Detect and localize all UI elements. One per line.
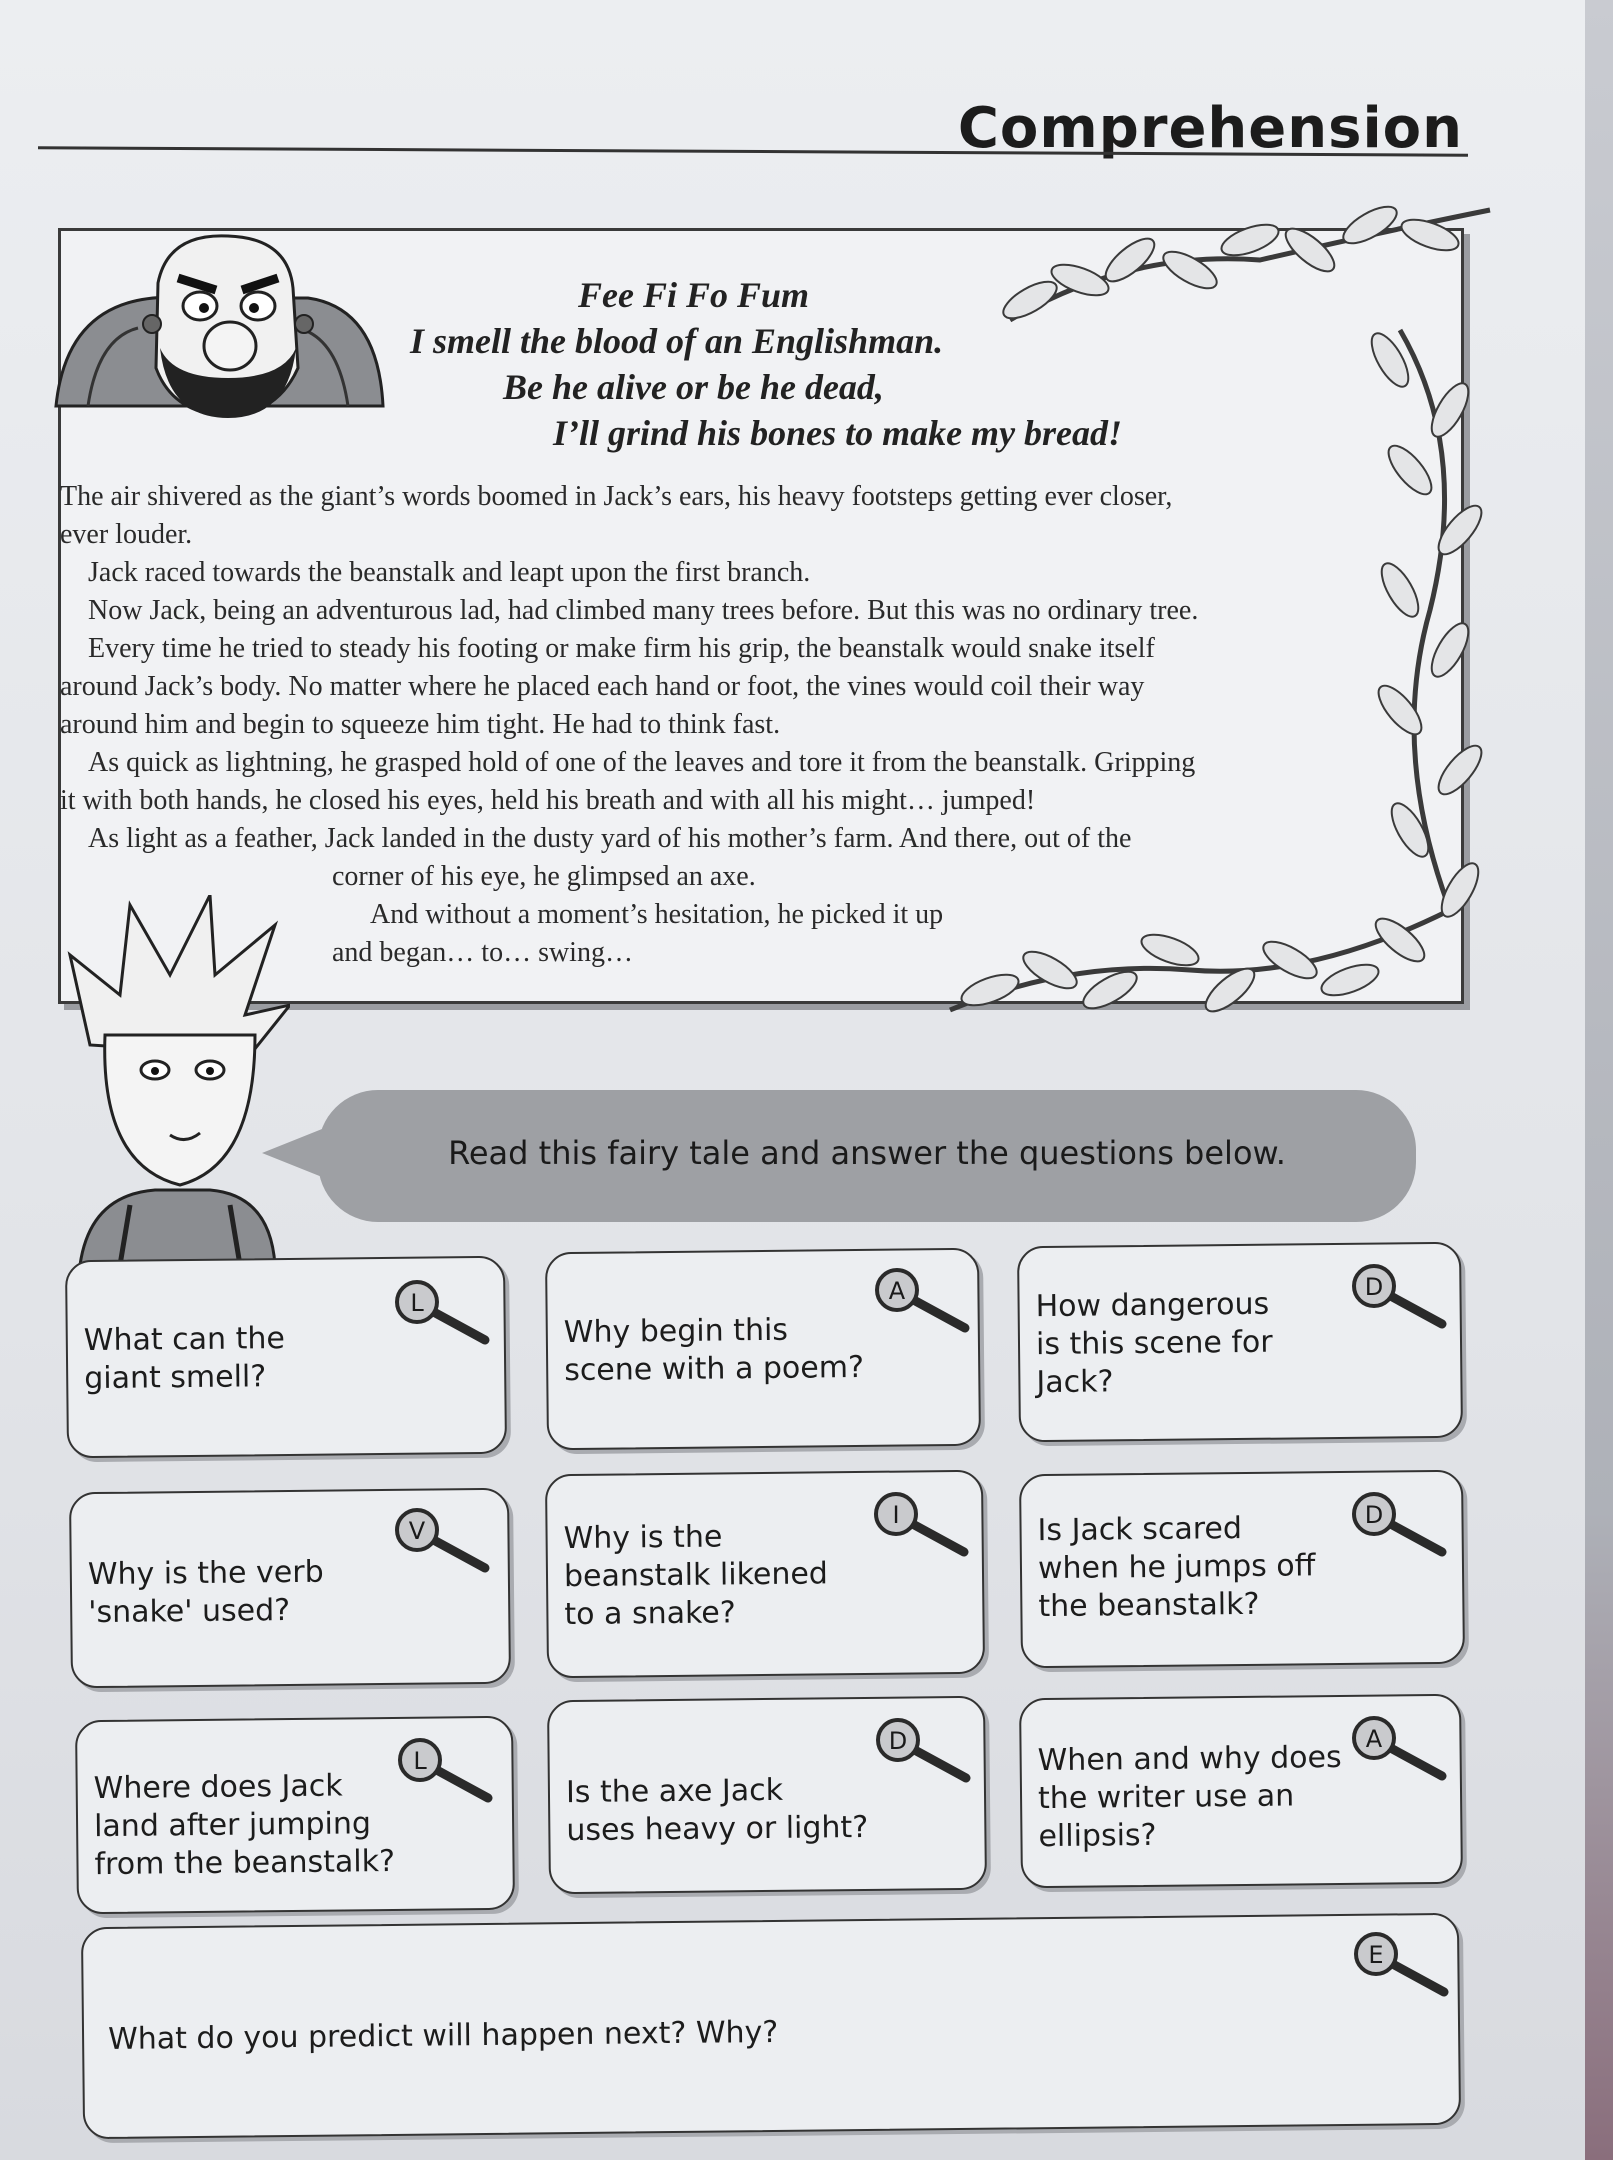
jack-illustration bbox=[60, 895, 290, 1265]
story-line: and began… to… swing… bbox=[332, 937, 633, 968]
skill-letter: L bbox=[413, 1747, 427, 1775]
skill-letter: L bbox=[410, 1289, 424, 1317]
magnifier-icon bbox=[872, 1490, 972, 1560]
magnifier-icon bbox=[874, 1716, 974, 1786]
skill-letter: E bbox=[1368, 1941, 1384, 1969]
question-card-wide bbox=[81, 1913, 1461, 2139]
magnifier-icon bbox=[1350, 1262, 1450, 1332]
poem-line: I’ll grind his bones to make my bread! bbox=[553, 413, 1123, 453]
poem-line: Be he alive or be he dead, bbox=[503, 367, 884, 407]
question-text: Why is the verb 'snake' used? bbox=[87, 1554, 324, 1631]
skill-letter: V bbox=[408, 1517, 426, 1545]
question-text: What can the giant smell? bbox=[83, 1321, 286, 1397]
skill-letter: A bbox=[888, 1277, 906, 1305]
poem-line: Fee Fi Fo Fum bbox=[578, 275, 810, 315]
skill-letter: D bbox=[888, 1727, 908, 1755]
story-line: As quick as lightning, he grasped hold of one of the leaves and tore it from the beanstalk. Gripping bbox=[88, 747, 1196, 778]
skill-letter: A bbox=[1365, 1725, 1383, 1753]
story-line: ever louder. bbox=[60, 519, 193, 550]
question-text: Is Jack scared when he jumps off the beanstalk? bbox=[1037, 1510, 1316, 1625]
magnifier-icon bbox=[396, 1736, 496, 1806]
magnifier-icon bbox=[873, 1266, 973, 1336]
question-text: Where does Jack land after jumping from the beanstalk? bbox=[93, 1768, 396, 1883]
question-text: Is the axe Jack uses heavy or light? bbox=[565, 1772, 869, 1849]
story-line: Now Jack, being an adventurous lad, had climbed many trees before. But this was no ordinary tree. bbox=[88, 595, 1199, 626]
question-text: Why begin this scene with a poem? bbox=[563, 1312, 865, 1389]
story-line: Every time he tried to steady his footing or make firm his grip, the beanstalk would snake itself bbox=[88, 633, 1155, 664]
story-line: As light as a feather, Jack landed in the dusty yard of his mother’s farm. And there, out of the bbox=[88, 823, 1132, 854]
page-title: Comprehension bbox=[957, 96, 1463, 161]
question-text: What do you predict will happen next? Why? bbox=[107, 2014, 779, 2057]
question-text: Why is the beanstalk likened to a snake? bbox=[563, 1519, 829, 1633]
story-line: it with both hands, he closed his eyes, held his breath and with all his might… jumped! bbox=[60, 785, 1036, 816]
instruction-bubble bbox=[318, 1090, 1416, 1222]
magnifier-icon bbox=[393, 1506, 493, 1576]
skill-letter: D bbox=[1364, 1501, 1384, 1529]
story-line: Jack raced towards the beanstalk and leapt upon the first branch. bbox=[88, 557, 811, 588]
skill-letter: I bbox=[892, 1501, 900, 1529]
magnifier-icon bbox=[1350, 1490, 1450, 1560]
story-line: And without a moment’s hesitation, he picked it up bbox=[370, 899, 944, 930]
question-text: How dangerous is this scene for Jack? bbox=[1035, 1286, 1273, 1401]
magnifier-icon bbox=[1352, 1930, 1452, 2000]
magnifier-icon bbox=[393, 1278, 493, 1348]
story-line: around Jack’s body. No matter where he placed each hand or foot, the vines would coil their way bbox=[60, 671, 1145, 702]
skill-letter: D bbox=[1364, 1273, 1384, 1301]
story-line: corner of his eye, he glimpsed an axe. bbox=[332, 861, 756, 892]
instruction-text: Read this fairy tale and answer the questions below. bbox=[448, 1134, 1286, 1172]
giant-illustration bbox=[48, 228, 398, 418]
magnifier-icon bbox=[1350, 1714, 1450, 1784]
story-line: The air shivered as the giant’s words boomed in Jack’s ears, his heavy footsteps getting ever closer, bbox=[60, 481, 1173, 512]
page-edge bbox=[1585, 0, 1613, 2160]
poem-line: I smell the blood of an Englishman. bbox=[410, 321, 944, 361]
story-line: around him and begin to squeeze him tight. He had to think fast. bbox=[60, 709, 781, 740]
question-text: When and why does the writer use an ellipsis? bbox=[1037, 1739, 1342, 1855]
